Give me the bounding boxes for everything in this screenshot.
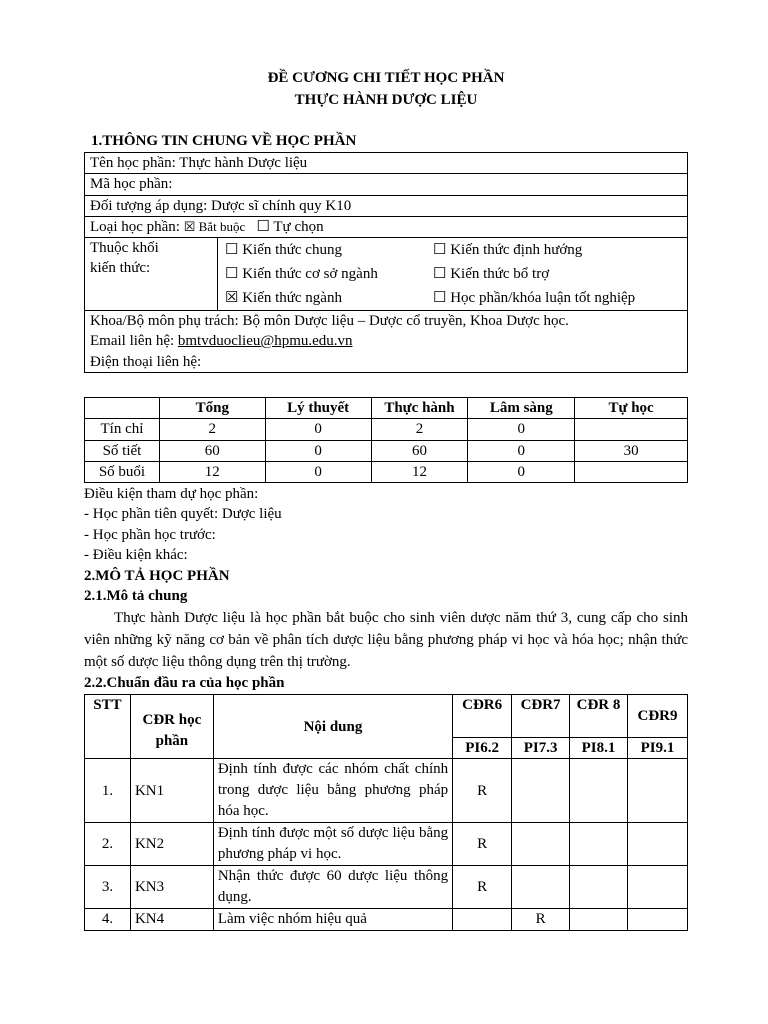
table-row <box>85 419 688 440</box>
credits-header-total: Tổng <box>159 398 265 419</box>
table-cell <box>627 759 687 823</box>
knowledge-foundation: ☐ Kiến thức cơ sở ngành <box>225 266 378 282</box>
table-cell: 60 <box>159 440 265 461</box>
table-cell <box>575 419 688 440</box>
table-cell: 30 <box>575 440 688 461</box>
table-cell: 0 <box>265 440 371 461</box>
section1-heading: 1.THÔNG TIN CHUNG VỀ HỌC PHẦN <box>91 133 357 149</box>
clo-header-cdr6: CĐR6 <box>453 695 512 738</box>
table-cell: R <box>453 866 512 909</box>
prior-course: - Học phần học trước: <box>84 526 216 543</box>
table-cell: Số tiết <box>85 440 160 461</box>
table-cell: R <box>453 823 512 866</box>
credits-header-self: Tự học <box>575 398 688 419</box>
knowledge-major: ☒ Kiến thức ngành <box>225 290 342 306</box>
knowledge-thesis: ☐ Học phần/khóa luận tốt nghiệp <box>433 290 636 306</box>
course-type <box>85 216 688 237</box>
table-cell: 0 <box>468 461 575 482</box>
table-cell: 1. <box>85 759 131 823</box>
clo-header-cdr8: CĐR 8 <box>570 695 628 738</box>
credits-header-practice: Thực hành <box>371 398 468 419</box>
table-cell: Nhận thức được 60 dược liệu thông dụng. <box>213 866 452 909</box>
table-cell: KN1 <box>130 759 213 823</box>
table-row <box>85 759 688 823</box>
knowledge-options <box>218 238 687 310</box>
clo-header-pi91: PI9.1 <box>627 738 687 759</box>
table-cell: 0 <box>468 419 575 440</box>
table-cell <box>512 759 570 823</box>
table-cell: KN3 <box>130 866 213 909</box>
table-cell <box>512 866 570 909</box>
table-cell <box>627 823 687 866</box>
target-students: Đối tượng áp dụng: Dược sĩ chính quy K10 <box>85 195 688 216</box>
clo-header-cdr7: CĐR7 <box>512 695 570 738</box>
table-cell <box>570 909 628 930</box>
table-cell: 0 <box>265 461 371 482</box>
table-cell: 12 <box>159 461 265 482</box>
table-cell <box>627 866 687 909</box>
email-line: Email liên hệ: bmtvduoclieu@hpmu.edu.vn <box>90 333 353 350</box>
doc-title-line1: ĐỀ CƯƠNG CHI TIẾT HỌC PHẦN <box>267 70 505 86</box>
section2-1-heading: 2.1.Mô tả chung <box>84 588 188 605</box>
clo-header-pi81: PI8.1 <box>570 738 628 759</box>
table-cell <box>453 909 512 930</box>
table-cell <box>570 759 628 823</box>
body-text <box>84 484 688 693</box>
clo-header-cdr: CĐR học phần <box>130 695 213 759</box>
table-cell <box>627 909 687 930</box>
table-cell: Định tính được các nhóm chất chính trong dược liệu bằng phương pháp hóa học. <box>213 759 452 823</box>
table-cell <box>512 823 570 866</box>
clo-header-pi73: PI7.3 <box>512 738 570 759</box>
table-cell: Làm việc nhóm hiệu quả <box>213 909 452 930</box>
credits-header-clinical: Lâm sàng <box>468 398 575 419</box>
table-cell: Định tính được một số dược liệu bằng phương pháp vi học. <box>213 823 452 866</box>
table-cell: R <box>512 909 570 930</box>
table-cell: 4. <box>85 909 131 930</box>
table-cell: 2. <box>85 823 131 866</box>
table-cell: KN2 <box>130 823 213 866</box>
table-cell <box>575 461 688 482</box>
credits-header-theory: Lý thuyết <box>265 398 371 419</box>
table-cell: 12 <box>371 461 468 482</box>
clo-header-content: Nội dung <box>213 695 452 759</box>
general-info-table <box>84 152 688 373</box>
table-row <box>85 866 688 909</box>
prerequisite: - Học phần tiên quyết: Dược liệu <box>84 506 282 523</box>
knowledge-label: Thuộc khối kiến thức: <box>85 238 218 310</box>
section2-heading: 2.MÔ TẢ HỌC PHẦN <box>84 568 230 584</box>
table-cell <box>570 823 628 866</box>
doc-title-line2: THỰC HÀNH DƯỢC LIỆU <box>294 92 478 108</box>
phone-line: Điện thoại liên hệ: <box>90 353 202 370</box>
type-required: ☒ Bắt buộc <box>183 218 246 234</box>
table-cell: R <box>453 759 512 823</box>
table-row <box>85 909 688 930</box>
section2-2-heading: 2.2.Chuẩn đầu ra của học phần <box>84 674 285 691</box>
department: Khoa/Bộ môn phụ trách: Bộ môn Dược liệu – Dược cổ truyền, Khoa Dược học. <box>90 313 569 329</box>
table-cell: 3. <box>85 866 131 909</box>
conditions-heading: Điều kiện tham dự học phần: <box>84 486 259 502</box>
table-cell: 2 <box>159 419 265 440</box>
table-row <box>85 440 688 461</box>
course-description: Thực hành Dược liệu là học phần bắt buộc cho sinh viên dược năm thứ 3, cung cấp cho sinh viên những kỹ năng cơ bản về phân tích dược liệu bằng phương pháp vi học và hóa học; nhận thức một số dược liệu thông dụng trên thị trường. <box>84 609 688 670</box>
course-type-label: Loại học phần: <box>90 218 180 235</box>
course-code: Mã học phần: <box>85 174 688 195</box>
learning-outcomes-table <box>84 694 688 931</box>
table-row <box>85 461 688 482</box>
knowledge-orientation: ☐ Kiến thức định hướng <box>433 242 583 258</box>
table-cell: 2 <box>371 419 468 440</box>
table-cell: 0 <box>265 419 371 440</box>
contact-cell <box>85 311 688 373</box>
table-cell: Số buổi <box>85 461 160 482</box>
table-cell: Tín chỉ <box>85 419 160 440</box>
type-elective: ☐ Tự chọn <box>256 218 324 235</box>
table-row <box>85 823 688 866</box>
table-cell <box>570 866 628 909</box>
knowledge-general: ☐ Kiến thức chung <box>225 242 342 258</box>
credits-table <box>84 397 688 483</box>
other-conditions: - Điều kiện khác: <box>84 546 188 563</box>
table-cell: KN4 <box>130 909 213 930</box>
clo-header-pi62: PI6.2 <box>453 738 512 759</box>
clo-header-stt: STT <box>85 695 131 759</box>
knowledge-block-row <box>85 238 688 311</box>
knowledge-supplementary: ☐ Kiến thức bổ trợ <box>433 266 550 282</box>
email-link[interactable]: bmtvduoclieu@hpmu.edu.vn <box>177 333 353 350</box>
course-name: Tên học phần: Thực hành Dược liệu <box>85 153 688 174</box>
table-cell: 60 <box>371 440 468 461</box>
clo-header-cdr9: CĐR9 <box>627 695 687 738</box>
credits-header-0 <box>85 398 160 419</box>
table-cell: 0 <box>468 440 575 461</box>
